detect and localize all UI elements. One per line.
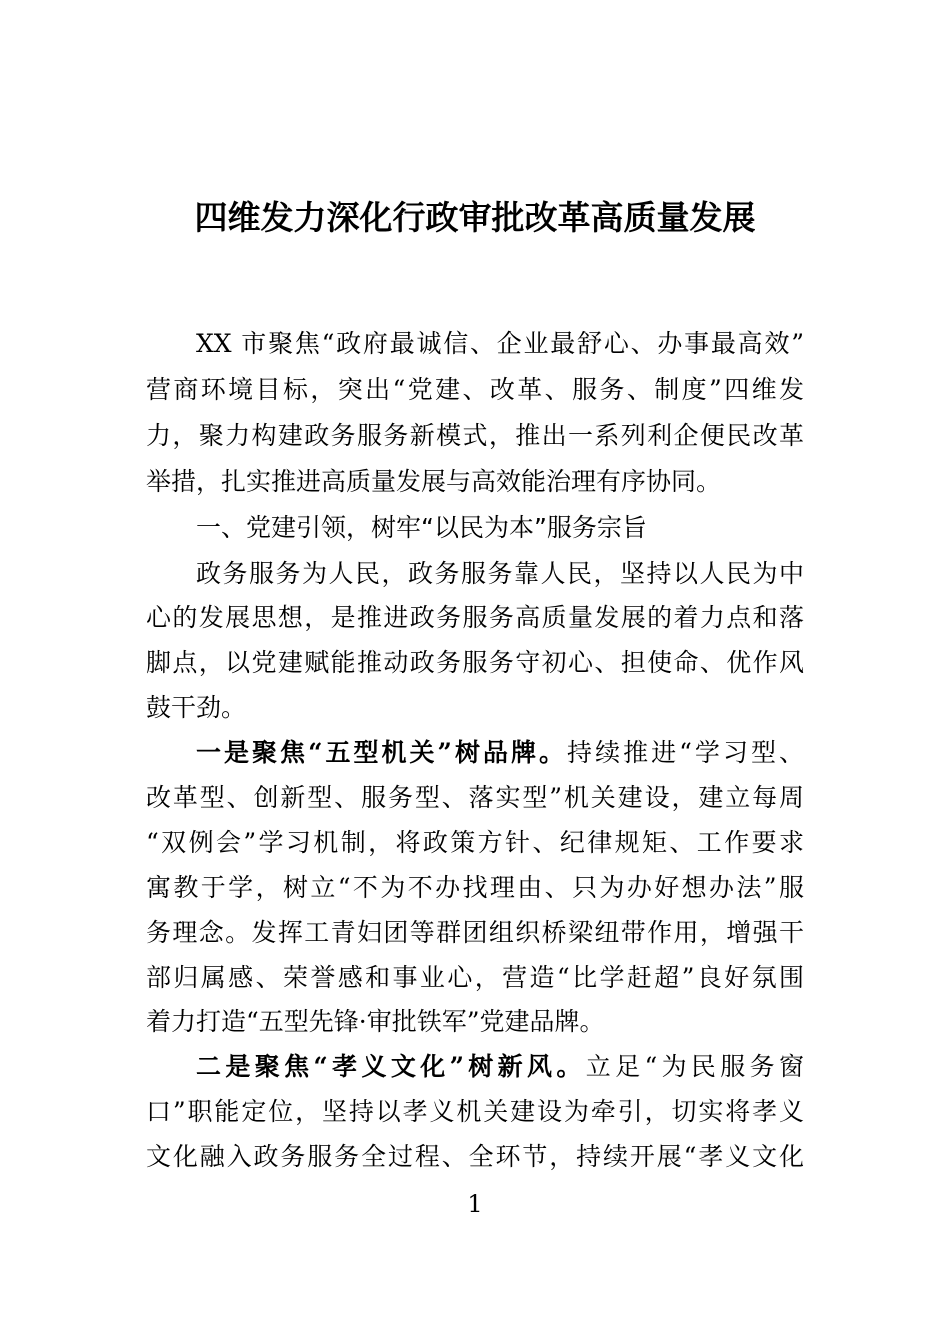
lead-rest: 立足“为民服务窗 xyxy=(585,1052,804,1081)
paragraph-line: 寓教于学，树立“不为不办找理由、只为办好想办法”服 xyxy=(146,873,804,902)
bold-lead: 二是聚焦“孝义文化”树新风。 xyxy=(196,1052,586,1081)
paragraph-line: XX 市聚焦“政府最诚信、企业最舒心、办事最高效” xyxy=(196,329,804,358)
paragraph-line: 举措，扎实推进高质量发展与高效能治理有序协同。 xyxy=(146,467,722,496)
paragraph-line: 改革型、创新型、服务型、落实型”机关建设，建立每周 xyxy=(146,783,804,812)
paragraph-line: 部归属感、荣誉感和事业心，营造“比学赶超”良好氛围 xyxy=(146,963,804,992)
paragraph-line: 脚点，以党建赋能推动政务服务守初心、担使命、优作风 xyxy=(146,648,804,677)
paragraph-line xyxy=(196,735,804,771)
paragraph-line: 力，聚力构建政务服务新模式，推出一系列利企便民改革 xyxy=(146,421,804,450)
paragraph-line xyxy=(196,1049,804,1085)
document-title: 四维发力深化行政审批改革高质量发展 xyxy=(194,198,756,237)
paragraph-line: 着力打造“五型先锋·审批铁军”党建品牌。 xyxy=(146,1007,605,1036)
paragraph-line: “双例会”学习机制，将政策方针、纪律规矩、工作要求 xyxy=(146,828,804,857)
paragraph-line: 口”职能定位，坚持以孝义机关建设为牵引，切实将孝义 xyxy=(146,1097,804,1126)
paragraph-line: 务理念。发挥工青妇团等群团组织桥梁纽带作用，增强干 xyxy=(146,918,804,947)
paragraph-line: 营商环境目标，突出“党建、改革、服务、制度”四维发 xyxy=(146,375,804,404)
paragraph-line: 文化融入政务服务全过程、全环节，持续开展“孝义文化 xyxy=(146,1142,804,1171)
paragraph-line: 政务服务为人民，政务服务靠人民，坚持以人民为中 xyxy=(196,559,804,588)
page-number: 1 xyxy=(467,1190,483,1218)
paragraph-line: 心的发展思想，是推进政务服务高质量发展的着力点和落 xyxy=(146,603,804,632)
paragraph-line: 鼓干劲。 xyxy=(146,693,247,722)
lead-rest: 持续推进“学习型、 xyxy=(567,738,804,767)
section-heading: 一、党建引领，树牢“以民为本”服务宗旨 xyxy=(196,513,647,542)
bold-lead: 一是聚焦“五型机关”树品牌。 xyxy=(196,738,568,767)
